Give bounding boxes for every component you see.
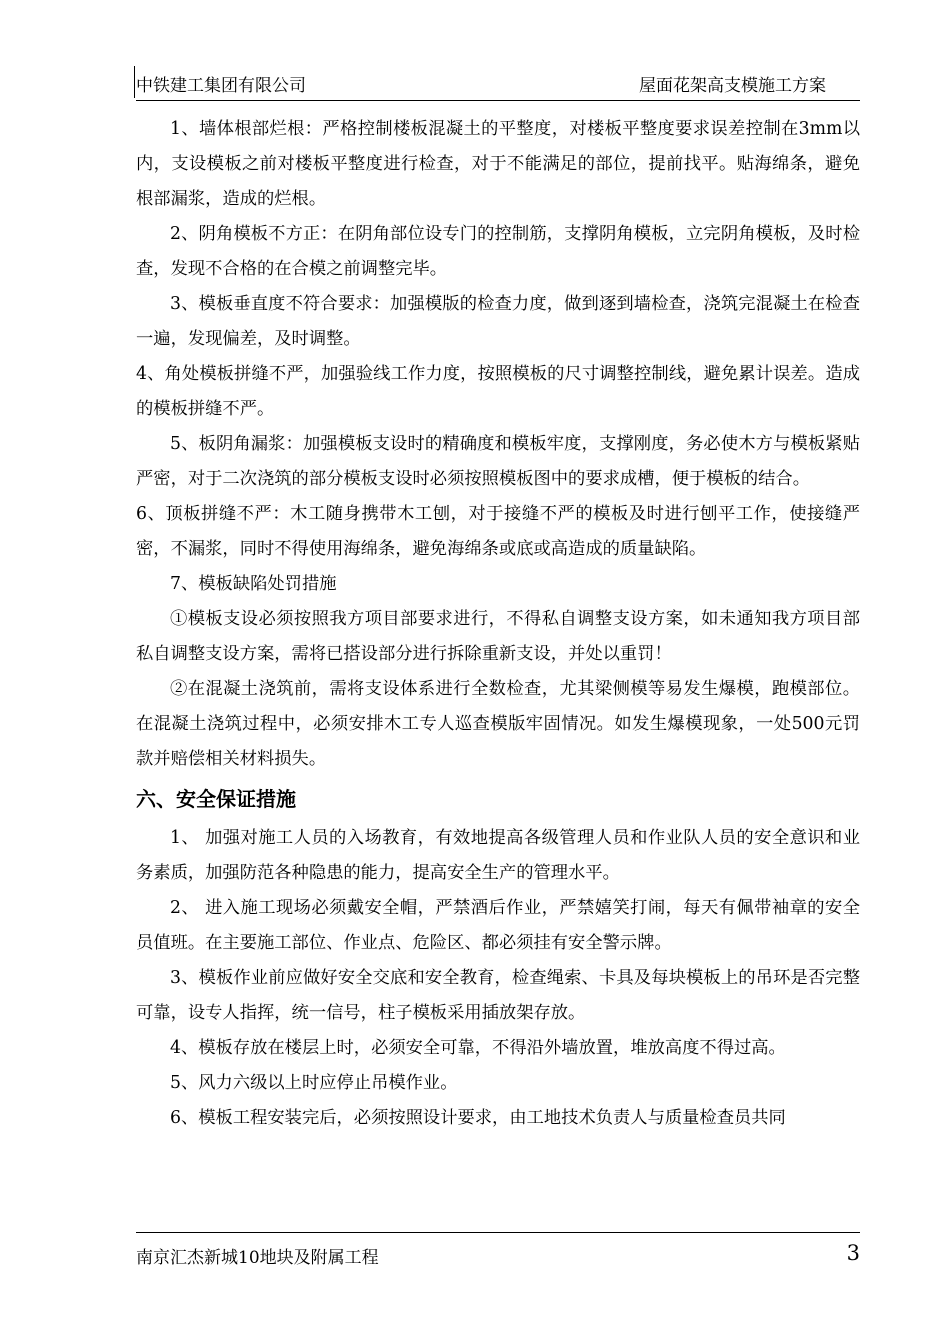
paragraph: 6、顶板拼缝不严：木工随身携带木工刨，对于接缝不严的模板及时进行刨平工作，使接缝严密，不漏浆，同时不得使用海绵条，避免海绵条或底或高造成的质量缺陷。 bbox=[136, 504, 860, 559]
paragraph: 2、阴角模板不方正：在阴角部位设专门的控制筋，支撑阴角模板，立完阴角模板，及时检查，发现不合格的在合模之前调整完毕。 bbox=[136, 224, 860, 279]
header-margin-mark bbox=[134, 66, 135, 98]
header-company: 中铁建工集团有限公司 bbox=[136, 76, 306, 96]
page-body bbox=[136, 112, 860, 1136]
paragraph: 2、 进入施工现场必须戴安全帽，严禁酒后作业，严禁嬉笑打闹，每天有佩带袖章的安全员值班。在主要施工部位、作业点、危险区、都必须挂有安全警示牌。 bbox=[136, 898, 860, 953]
page-number: 3 bbox=[846, 1241, 860, 1265]
paragraph: 4、角处模板拼缝不严，加强验线工作力度，按照模板的尺寸调整控制线，避免累计误差。造成的模板拼缝不严。 bbox=[136, 364, 860, 419]
paragraph: 5、板阴角漏浆：加强模板支设时的精确度和模板牢度，支撑刚度，务必使木方与模板紧贴严密，对于二次浇筑的部分模板支设时必须按照模板图中的要求成槽，便于模板的结合。 bbox=[136, 434, 860, 489]
header-doc-title: 屋面花架高支模施工方案 bbox=[639, 76, 826, 96]
section-heading: 六、安全保证措施 bbox=[136, 787, 296, 811]
paragraph: 5、风力六级以上时应停止吊模作业。 bbox=[170, 1073, 458, 1093]
paragraph: ②在混凝土浇筑前，需将支设体系进行全数检查，尤其梁侧模等易发生爆模，跑模部位。在混凝土浇筑过程中，必须安排木工专人巡查模版牢固情况。如发生爆模现象，一处500元罚款并赔偿相关材料损失。 bbox=[136, 679, 860, 769]
paragraph: 4、模板存放在楼层上时，必须安全可靠，不得沿外墙放置，堆放高度不得过高。 bbox=[170, 1038, 786, 1058]
paragraph: 1、墙体根部烂根：严格控制楼板混凝土的平整度，对楼板平整度要求误差控制在3mm以内，支设模板之前对楼板平整度进行检查，对于不能满足的部位，提前找平。贴海绵条，避免根部漏浆，造成的烂根。 bbox=[136, 119, 860, 209]
paragraph: 6、模板工程安装完后，必须按照设计要求，由工地技术负责人与质量检查员共同 bbox=[170, 1108, 786, 1128]
paragraph: 7、模板缺陷处罚措施 bbox=[170, 574, 337, 594]
paragraph: ①模板支设必须按照我方项目部要求进行，不得私自调整支设方案，如未通知我方项目部私自调整支设方案，需将已搭设部分进行拆除重新支设，并处以重罚！ bbox=[136, 609, 860, 664]
page-footer bbox=[136, 1232, 860, 1268]
paragraph: 1、 加强对施工人员的入场教育，有效地提高各级管理人员和作业队人员的安全意识和业务素质，加强防范各种隐患的能力，提高安全生产的管理水平。 bbox=[136, 828, 860, 883]
paragraph: 3、模板垂直度不符合要求：加强模版的检查力度，做到逐到墙检查，浇筑完混凝土在检查一遍，发现偏差，及时调整。 bbox=[136, 294, 860, 349]
footer-project: 南京汇杰新城10地块及附属工程 bbox=[136, 1248, 379, 1268]
paragraph: 3、模板作业前应做好安全交底和安全教育，检查绳索、卡具及每块模板上的吊环是否完整可靠，设专人指挥，统一信号，柱子模板采用插放架存放。 bbox=[136, 968, 860, 1023]
page-header bbox=[136, 72, 860, 101]
